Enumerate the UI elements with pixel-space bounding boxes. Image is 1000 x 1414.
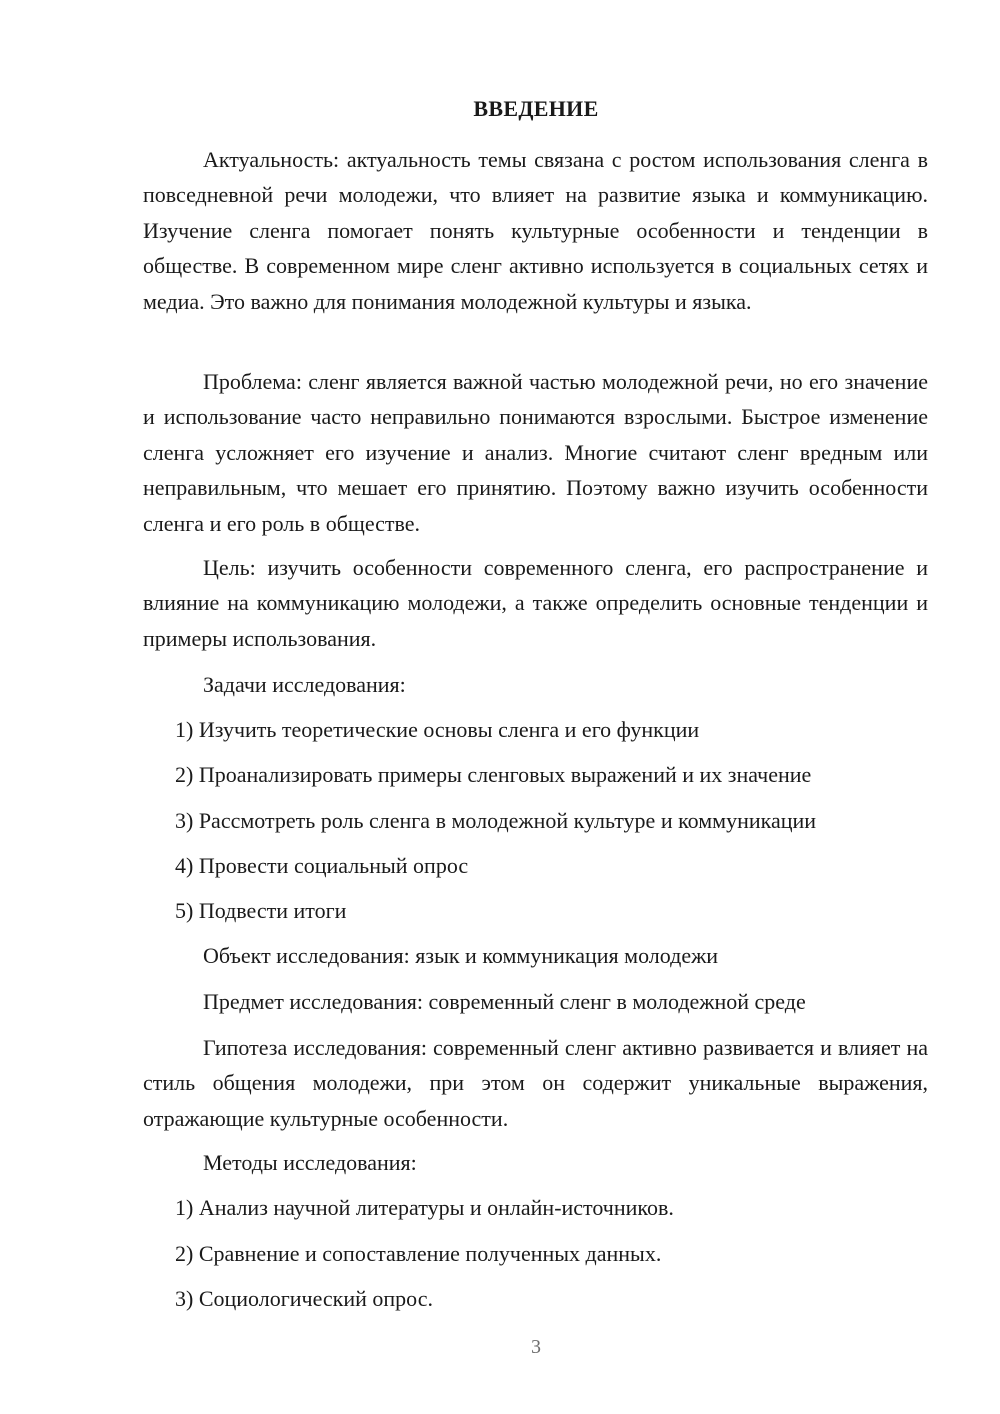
task-item-4: 4) Провести социальный опрос: [175, 853, 469, 878]
hypothesis-paragraph: Гипотеза исследования: современный сленг активно развивается и влияет на стиль общения молодежи, при этом он содержит уникальные выражения, отражающие культурные особенности.: [143, 1035, 928, 1131]
method-item-2: 2) Сравнение и сопоставление полученных данных.: [175, 1241, 662, 1266]
relevance-paragraph: Актуальность: актуальность темы связана с ростом использования сленга в повседневной речи молодежи, что влияет на развитие языка и коммуникацию. Изучение сленга помогает понять культурные особенности и тенденции в обществе. В современном мире сленг активно используется в социальных сетях и медиа. Это важно для понимания молодежной культуры и языка.: [143, 147, 928, 314]
tasks-label: Задачи исследования:: [203, 672, 406, 697]
task-item-3: 3) Рассмотреть роль сленга в молодежной культуре и коммуникации: [175, 808, 817, 833]
method-item-3: 3) Социологический опрос.: [175, 1286, 433, 1311]
task-item-1: 1) Изучить теоретические основы сленга и его функции: [175, 717, 700, 742]
methods-label: Методы исследования:: [203, 1150, 417, 1175]
goal-paragraph: Цель: изучить особенности современного сленга, его распространение и влияние на коммуникацию молодежи, а также определить основные тенденции и примеры использования.: [143, 555, 928, 651]
page-title: ВВЕДЕНИЕ: [473, 96, 599, 121]
object-line: Объект исследования: язык и коммуникация молодежи: [203, 943, 719, 968]
task-item-2: 2) Проанализировать примеры сленговых выражений и их значение: [175, 762, 812, 787]
method-item-1: 1) Анализ научной литературы и онлайн-источников.: [175, 1195, 674, 1220]
task-item-5: 5) Подвести итоги: [175, 898, 347, 923]
page-number: 3: [531, 1336, 541, 1358]
subject-line: Предмет исследования: современный сленг в молодежной среде: [203, 989, 806, 1014]
problem-paragraph: Проблема: сленг является важной частью молодежной речи, но его значение и использование часто неправильно понимаются взрослыми. Быстрое изменение сленга усложняет его изучение и анализ. Многие считают сленг вредным или неправильным, что мешает его принятию. Поэтому важно изучить особенности сленга и его роль в обществе.: [143, 369, 928, 536]
